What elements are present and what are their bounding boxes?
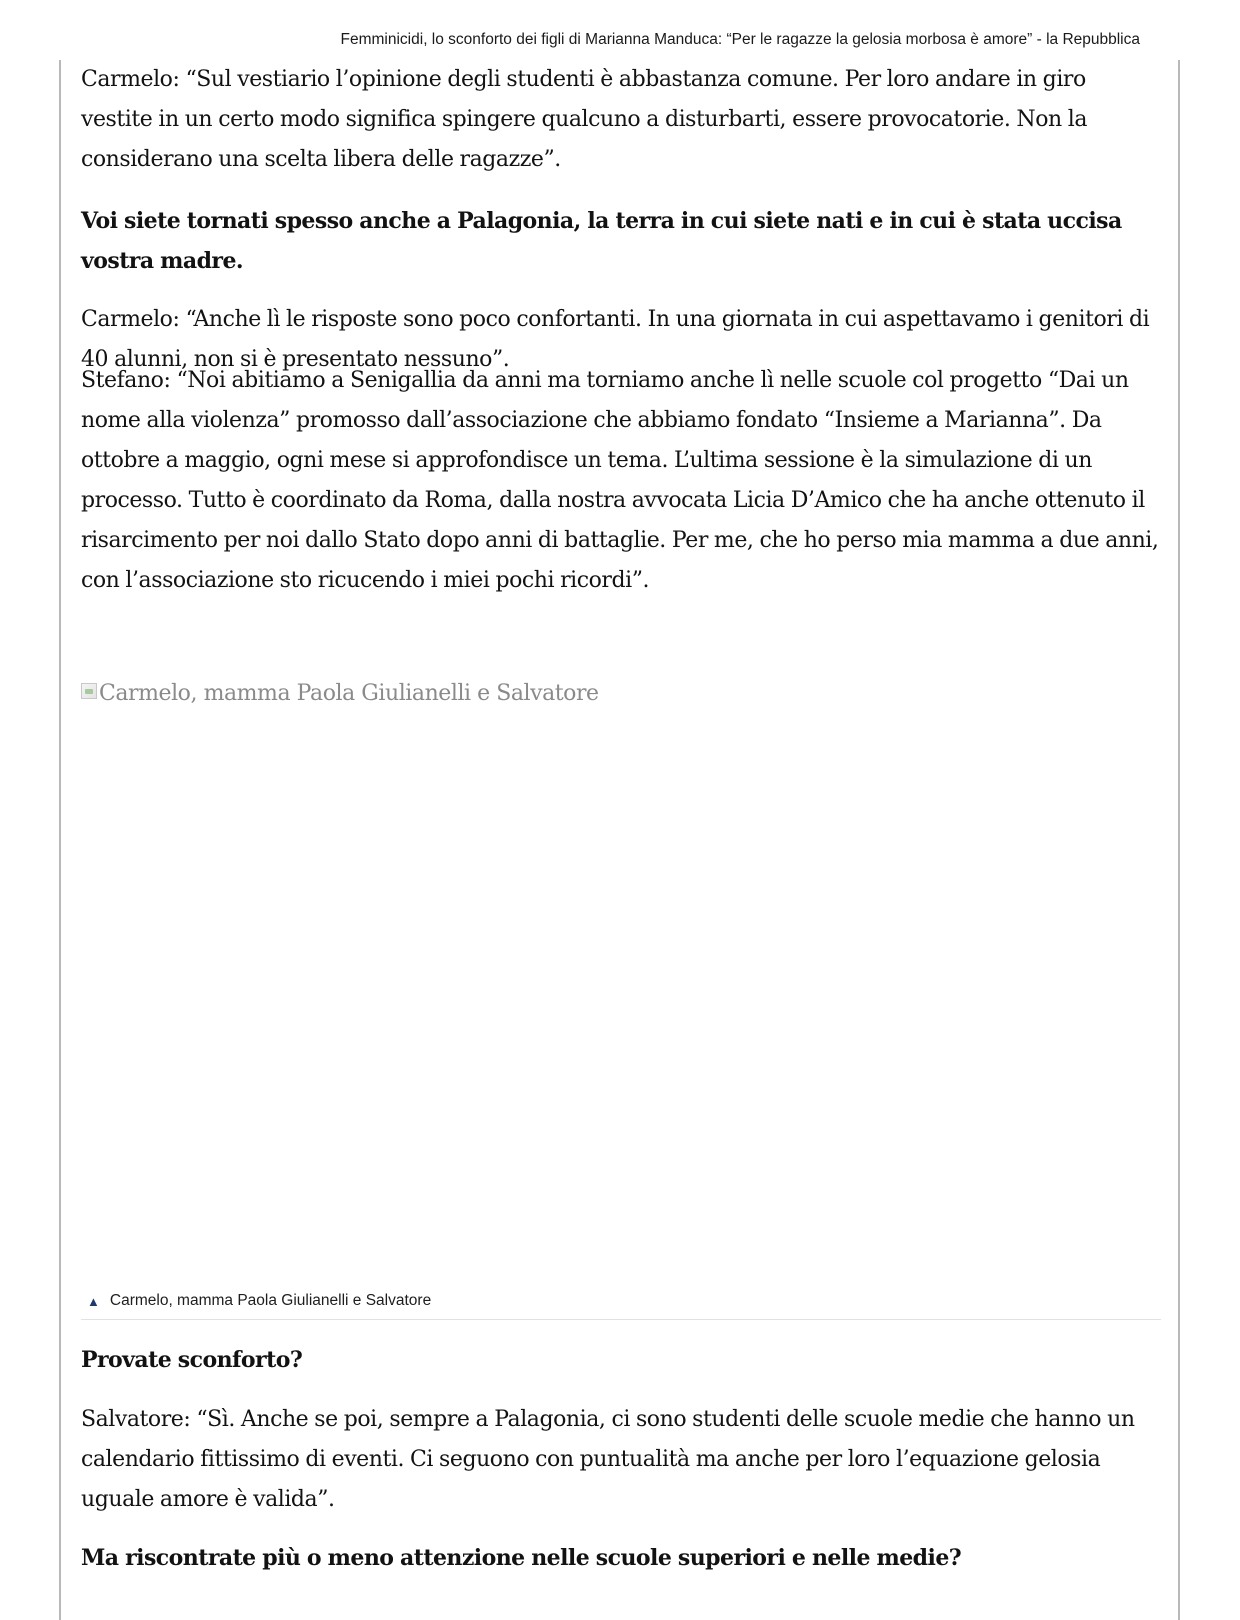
document-title-header: Femminicidi, lo sconforto dei figli di Marianna Manduca: “Per le ragazze la gelosia morbosa è amore” - la Repubblica	[340, 31, 1140, 48]
figure-caption	[81, 1292, 1161, 1310]
caption-divider	[81, 1319, 1161, 1320]
paragraph-carmelo-risposte: Carmelo: “Anche lì le risposte sono poco confortanti. In una giornata in cui aspettavamo i genitori di 40 alunni, non si è presentato nessuno”.	[81, 307, 1150, 372]
question-palagonia: Voi siete tornati spesso anche a Palagonia, la terra in cui siete nati e in cui è stata uccisa vostra madre.	[81, 208, 1122, 274]
triangle-up-icon: ▲	[87, 1293, 100, 1309]
article-figure	[81, 680, 1161, 1270]
paragraph-stefano-progetto: Stefano: “Noi abitiamo a Senigallia da anni ma torniamo anche lì nelle scuole col progetto “Dai un nome alla violenza” promosso dall’associazione che abbiamo fondato “Insieme a Marianna”. Da ottobre a maggio, ogni mese si approfondisce un tema. L’ultima sessione è la simulazione di un processo. Tutto è coordinato da Roma, dalla nostra avvocata Licia D’Amico che ha anche ottenuto il risarcimento per noi dallo Stato dopo anni di battaglie. Per me, che ho perso mia mamma a due anni, con l’associazione sto ricucendo i miei pochi ricordi”.	[81, 368, 1159, 593]
figure-caption-text: Carmelo, mamma Paola Giulianelli e Salvatore	[109, 1292, 432, 1309]
paragraph-salvatore: Salvatore: “Sì. Anche se poi, sempre a Palagonia, ci sono studenti delle scuole medie che hanno un calendario fittissimo di eventi. Ci seguono con puntualità ma anche per loro l’equazione gelosia uguale amore è valida”.	[81, 1407, 1135, 1512]
broken-image-icon	[81, 683, 97, 699]
image-alt-text: Carmelo, mamma Paola Giulianelli e Salvatore	[99, 681, 599, 706]
paragraph-carmelo-vestiario: Carmelo: “Sul vestiario l’opinione degli studenti è abbastanza comune. Per loro andare in giro vestite in un certo modo significa spingere qualcuno a disturbarti, essere provocatorie. Non la considerano una scelta libera delle ragazze”.	[81, 67, 1088, 172]
question-scuole: Ma riscontrate più o meno attenzione nelle scuole superiori e nelle medie?	[81, 1545, 962, 1571]
broken-image	[81, 680, 599, 708]
question-sconforto: Provate sconforto?	[81, 1347, 303, 1373]
